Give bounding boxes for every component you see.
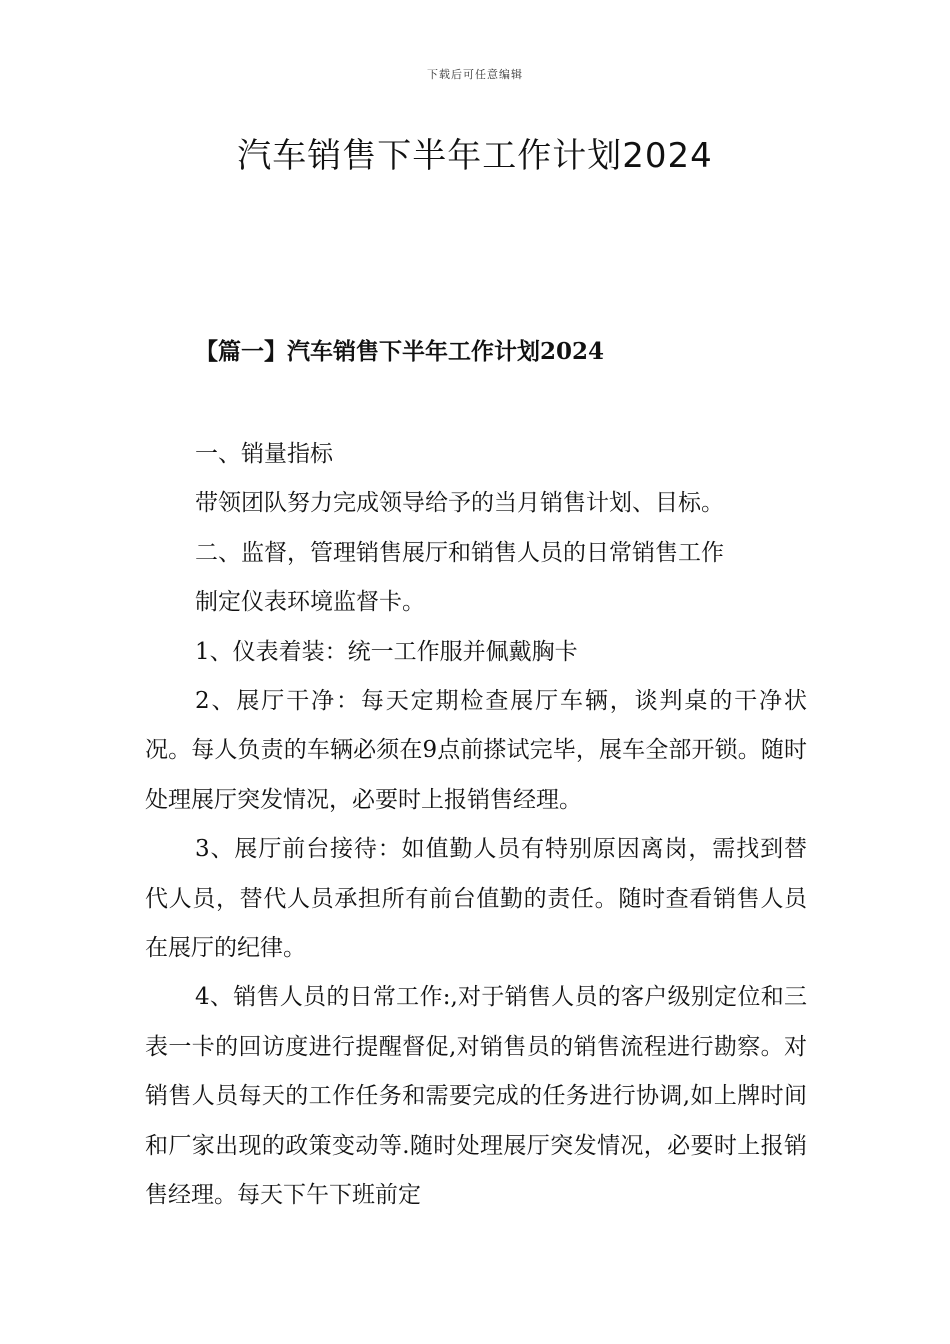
paragraph-front-desk: 3、展厅前台接待：如值勤人员有特别原因离岗，需找到替代人员，替代人员承担所有前台值勤的责任。随时查看销售人员在展厅的纪律。 — [145, 836, 807, 962]
document-title: 汽车销售下半年工作计划2024 — [237, 136, 713, 176]
paragraph-dress-code: 1、仪表着装：统一工作服并佩戴胸卡 — [195, 638, 578, 665]
paragraph-daily-work: 4、销售人员的日常工作:,对于销售人员的客户级别定位和三表一卡的回访度进行提醒督促,对销售员的销售流程进行勘察。对销售人员每天的工作任务和需要完成的任务进行协调,如上牌时间和厂家出现的政策变动等.随时处理展厅突发情况，必要时上报销售经理。每天下午下班前定 — [145, 984, 807, 1209]
paragraph-supervision-card: 制定仪表环境监督卡。 — [195, 589, 425, 616]
paragraph-supervision-heading: 二、监督，管理销售展厅和销售人员的日常销售工作 — [195, 539, 724, 566]
paragraph-sales-target-heading: 一、销量指标 — [195, 441, 333, 467]
header-note: 下载后可任意编辑 — [427, 68, 523, 81]
paragraph-sales-target: 带领团队努力完成领导给予的当月销售计划、目标。 — [195, 490, 724, 517]
document-body — [145, 430, 807, 1221]
paragraph-showroom-clean: 2、展厅干净：每天定期检查展厅车辆，谈判桌的干净状况。每人负责的车辆必须在9点前搽试完毕，展车全部开锁。随时处理展厅突发情况，必要时上报销售经理。 — [145, 688, 807, 813]
section-title: 【篇一】汽车销售下半年工作计划2024 — [195, 338, 605, 365]
